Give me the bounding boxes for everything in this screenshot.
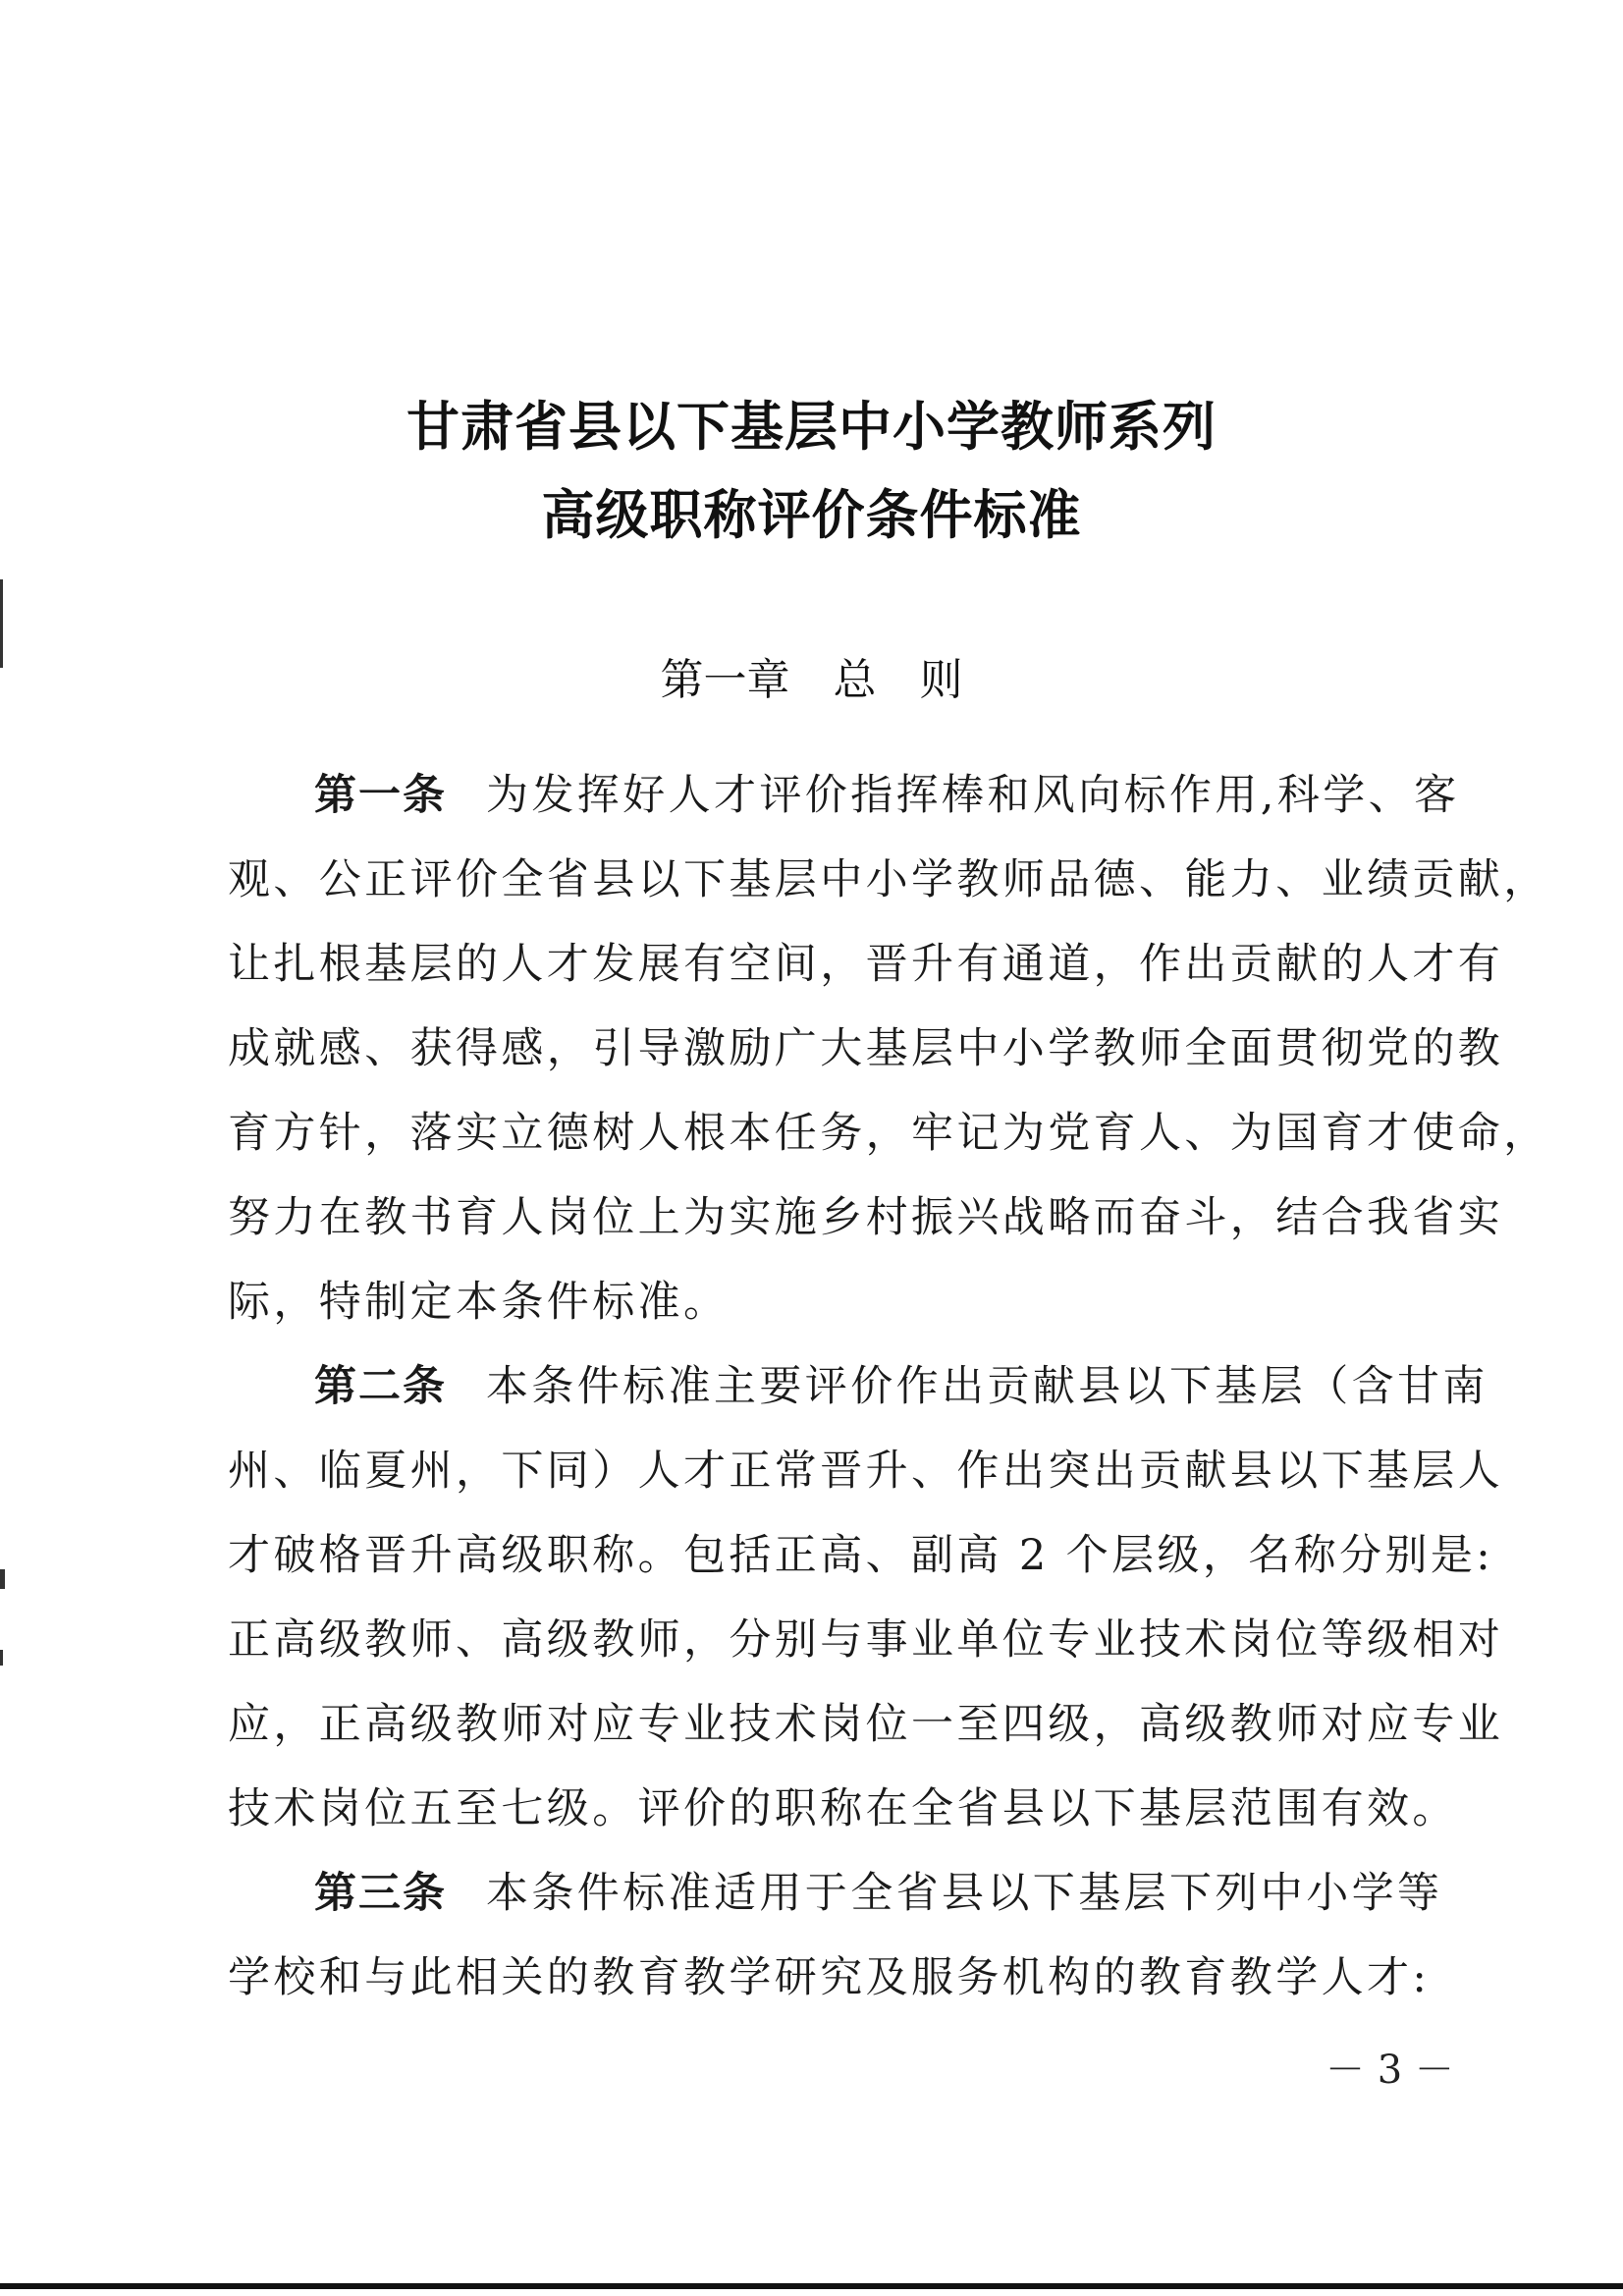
article-1-line-5: 育方针，落实立德树人根本任务，牢记为党育人、为国育才使命， [228,1109,1549,1158]
article-3-first-line [314,1868,1442,1919]
scan-bottom-edge [0,2283,1623,2289]
article-2-text: 本条件标准主要评价作出贡献县以下基层（含甘南 [486,1362,1488,1411]
article-1-line-6: 努力在教书育人岗位上为实施乡村振兴战略而奋斗，结合我省实 [228,1193,1504,1242]
article-1-line-3: 让扎根基层的人才发展有空间，晋升有通道，作出贡献的人才有 [228,940,1504,989]
article-1-line-2: 观、公正评价全省县以下基层中小学教师品德、能力、业绩贡献， [228,855,1549,904]
article-3-line-2: 学校和与此相关的教育教学研究及服务机构的教育教学人才: [228,1953,1431,2002]
scan-edge-mark [0,1650,3,1666]
article-1-line-4: 成就感、获得感，引导激励广大基层中小学教师全面贯彻党的教 [228,1024,1504,1073]
document-title-line-1: 甘肃省县以下基层中小学教师系列 [406,395,1217,458]
page-number: － 3 － [1325,2048,1454,2093]
article-1-first-line [314,770,1459,821]
article-2-first-line [314,1361,1488,1412]
scan-edge-mark [0,579,3,668]
article-2-line-6: 技术岗位五至七级。评价的职称在全省县以下基层范围有效。 [228,1784,1458,1833]
article-2-label: 第二条 [314,1362,447,1411]
scan-edge-mark [0,1569,5,1589]
article-1-line-7: 际，特制定本条件标准。 [228,1278,730,1327]
article-3-text: 本条件标准适用于全省县以下基层下列中小学等 [486,1869,1443,1918]
article-1-label: 第一条 [314,771,447,820]
chapter-heading: 第一章 总 则 [660,655,963,705]
article-3-label: 第三条 [314,1869,447,1918]
document-title-line-2: 高级职称评价条件标准 [541,483,1082,546]
article-2-line-3: 才破格晋升高级职称。包括正高、副高 2 个层级，名称分别是: [228,1531,1494,1580]
article-1-text: 为发挥好人才评价指挥棒和风向标作用,科学、客 [486,771,1460,820]
article-2-line-5: 应，正高级教师对应专业技术岗位一至四级，高级教师对应专业 [228,1700,1504,1749]
article-2-line-2: 州、临夏州，下同）人才正常晋升、作出突出贡献县以下基层人 [228,1447,1504,1496]
article-2-line-4: 正高级教师、高级教师，分别与事业单位专业技术岗位等级相对 [228,1615,1504,1665]
